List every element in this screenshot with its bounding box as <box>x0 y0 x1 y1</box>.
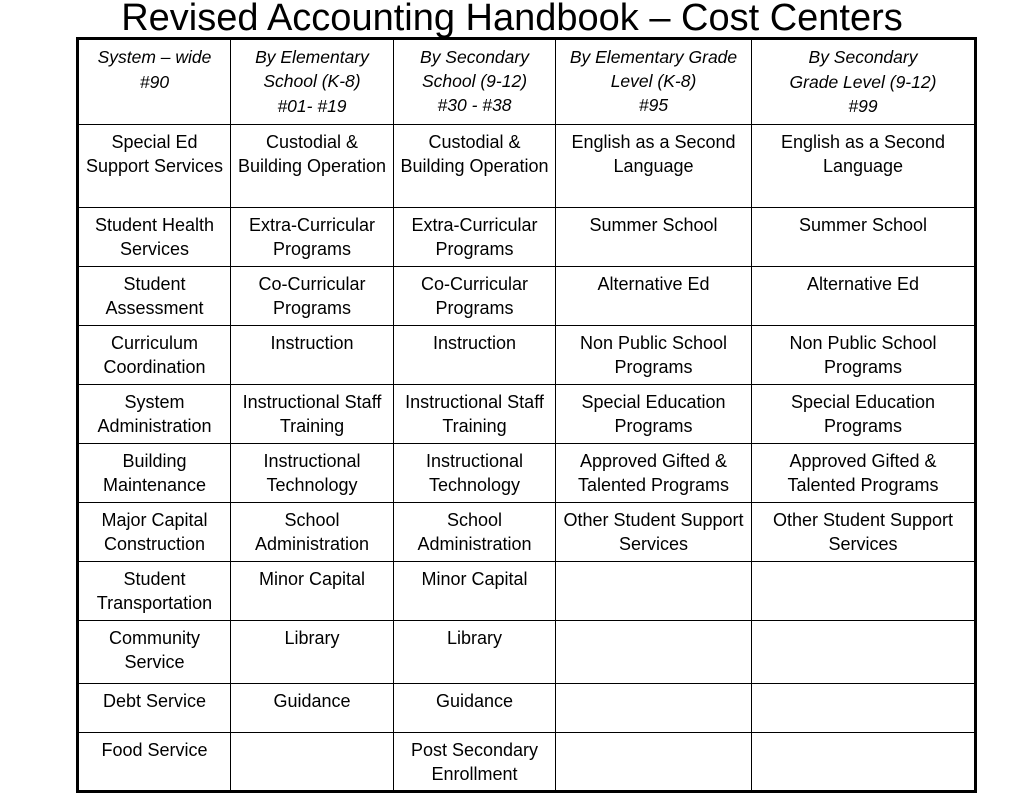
table-cell: Guidance <box>394 684 556 733</box>
table-cell: Approved Gifted & Talented Programs <box>752 444 976 503</box>
table-cell: Food Service <box>78 733 231 792</box>
table-cell <box>556 621 752 684</box>
table-cell: Library <box>231 621 394 684</box>
table-cell: Instructional Technology <box>231 444 394 503</box>
table-cell: Custodial & Building Operation <box>231 125 394 208</box>
table-cell: Post Secondary Enrollment <box>394 733 556 792</box>
table-cell: Community Service <box>78 621 231 684</box>
table-cell <box>556 562 752 621</box>
table-cell: Instruction <box>231 326 394 385</box>
table-row <box>78 267 976 326</box>
table-cell: Minor Capital <box>231 562 394 621</box>
table-header-row <box>78 39 976 125</box>
table-cell: Instructional Technology <box>394 444 556 503</box>
table-row <box>78 208 976 267</box>
table-row <box>78 444 976 503</box>
table-cell: Co-Curricular Programs <box>394 267 556 326</box>
table-cell: Summer School <box>752 208 976 267</box>
table-cell <box>231 733 394 792</box>
header-label: System – wide <box>97 47 212 67</box>
header-code: #99 <box>848 96 878 116</box>
table-row <box>78 385 976 444</box>
table-cell <box>556 684 752 733</box>
table-cell: Special Ed Support Services <box>78 125 231 208</box>
table-row <box>78 733 976 792</box>
header-label: By Elementary School (K-8) <box>255 47 369 91</box>
table-cell: Library <box>394 621 556 684</box>
table-cell: School Administration <box>394 503 556 562</box>
header-code: #01- #19 <box>277 96 347 116</box>
header-code: #30 - #38 <box>437 95 512 115</box>
header-code: #95 <box>638 95 669 115</box>
table-cell: Special Education Programs <box>556 385 752 444</box>
table-cell: Minor Capital <box>394 562 556 621</box>
header-label: By Secondary <box>808 47 918 67</box>
table-cell: Alternative Ed <box>556 267 752 326</box>
header-code: #90 <box>139 72 170 92</box>
table-cell: Non Public School Programs <box>556 326 752 385</box>
header-cell-system-wide <box>78 39 231 125</box>
table-cell: Summer School <box>556 208 752 267</box>
table-cell <box>752 684 976 733</box>
header-label-line2: Grade Level (9-12) <box>789 72 937 92</box>
header-cell-elementary-grade-level <box>556 39 752 125</box>
table-cell: English as a Second Language <box>556 125 752 208</box>
table-cell: Non Public School Programs <box>752 326 976 385</box>
table-cell <box>752 733 976 792</box>
cost-centers-table <box>76 37 977 793</box>
table-cell: English as a Second Language <box>752 125 976 208</box>
header-cell-elementary-school <box>231 39 394 125</box>
table-cell: Major Capital Construction <box>78 503 231 562</box>
table-cell <box>752 562 976 621</box>
header-label: By Elementary Grade Level (K-8) <box>569 47 738 91</box>
table-row <box>78 562 976 621</box>
table-cell: Special Education Programs <box>752 385 976 444</box>
header-cell-secondary-school <box>394 39 556 125</box>
table-cell: Extra-Curricular Programs <box>394 208 556 267</box>
table-cell: Debt Service <box>78 684 231 733</box>
header-label: By Secondary School (9-12) <box>420 47 529 91</box>
table-cell: Approved Gifted & Talented Programs <box>556 444 752 503</box>
table-cell: System Administration <box>78 385 231 444</box>
table-cell: Instructional Staff Training <box>394 385 556 444</box>
table-cell: Guidance <box>231 684 394 733</box>
table-cell: Instruction <box>394 326 556 385</box>
table-row <box>78 684 976 733</box>
table-cell <box>752 621 976 684</box>
table-cell: Student Transportation <box>78 562 231 621</box>
table-cell: Student Assessment <box>78 267 231 326</box>
table-cell: Student Health Services <box>78 208 231 267</box>
table-cell: Co-Curricular Programs <box>231 267 394 326</box>
table-cell: Extra-Curricular Programs <box>231 208 394 267</box>
table-cell: Building Maintenance <box>78 444 231 503</box>
table-row <box>78 326 976 385</box>
header-cell-secondary-grade-level <box>752 39 976 125</box>
table-row <box>78 621 976 684</box>
table-cell: Custodial & Building Operation <box>394 125 556 208</box>
page-title: Revised Accounting Handbook – Cost Centers <box>121 0 903 39</box>
table-cell: Curriculum Coordination <box>78 326 231 385</box>
table-cell: Other Student Support Services <box>752 503 976 562</box>
table-cell <box>556 733 752 792</box>
table-cell: Instructional Staff Training <box>231 385 394 444</box>
table-cell: Other Student Support Services <box>556 503 752 562</box>
table-row <box>78 503 976 562</box>
table-row <box>78 125 976 208</box>
table-cell: Alternative Ed <box>752 267 976 326</box>
table-cell: School Administration <box>231 503 394 562</box>
